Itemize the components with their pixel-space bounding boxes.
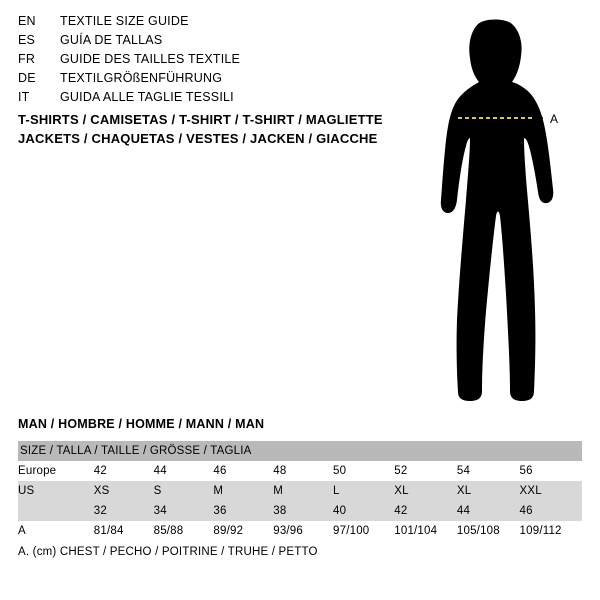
table-row — [18, 501, 582, 521]
cell: 109/112 — [520, 521, 582, 541]
cell: 93/96 — [273, 521, 333, 541]
cell: 36 — [213, 501, 273, 521]
cell: 48 — [273, 461, 333, 481]
table-header-label: SIZE / TALLA / TAILLE / GRÖSSE / TAGLIA — [20, 445, 252, 457]
cell: 42 — [394, 501, 457, 521]
table-header-row — [18, 441, 582, 461]
category-jackets: JACKETS / CHAQUETAS / VESTES / JACKEN / GIACCHE — [18, 131, 378, 146]
language-code: IT — [18, 90, 30, 104]
table-title: MAN / HOMBRE / HOMME / MANN / MAN — [18, 417, 265, 431]
cell: 32 — [94, 501, 154, 521]
male-silhouette-icon — [400, 10, 590, 405]
cell: 34 — [154, 501, 214, 521]
language-list — [18, 14, 398, 109]
category-tshirts: T-SHIRTS / CAMISETAS / T-SHIRT / T-SHIRT / MAGLIETTE — [18, 112, 383, 127]
cell: 97/100 — [333, 521, 394, 541]
cell: S — [154, 481, 214, 501]
cell: XXL — [520, 481, 582, 501]
language-text: TEXTILE SIZE GUIDE — [60, 14, 189, 28]
cell: 38 — [273, 501, 333, 521]
cell: 42 — [94, 461, 154, 481]
row-label: US — [18, 481, 94, 501]
language-text: GUÍA DE TALLAS — [60, 33, 163, 47]
language-row — [18, 71, 398, 90]
language-code: FR — [18, 52, 36, 66]
language-row — [18, 14, 398, 33]
cell: L — [333, 481, 394, 501]
cell: 54 — [457, 461, 520, 481]
cell: 56 — [520, 461, 582, 481]
cell: 85/88 — [154, 521, 214, 541]
cell: M — [273, 481, 333, 501]
cell: 50 — [333, 461, 394, 481]
cell: M — [213, 481, 273, 501]
category-headings — [18, 110, 383, 148]
language-row — [18, 33, 398, 52]
chest-measure-label: A — [550, 112, 559, 126]
cell: 44 — [457, 501, 520, 521]
cell: 105/108 — [457, 521, 520, 541]
language-row — [18, 52, 398, 71]
cell: 81/84 — [94, 521, 154, 541]
cell: 40 — [333, 501, 394, 521]
body-figure — [400, 10, 590, 405]
row-label: A — [18, 521, 94, 541]
language-row — [18, 90, 398, 109]
language-code: EN — [18, 14, 36, 28]
cell: XL — [394, 481, 457, 501]
language-text: GUIDA ALLE TAGLIE TESSILI — [60, 90, 234, 104]
language-text: GUIDE DES TAILLES TEXTILE — [60, 52, 241, 66]
size-table — [18, 441, 582, 541]
table-row — [18, 461, 582, 481]
cell: 44 — [154, 461, 214, 481]
cell: XS — [94, 481, 154, 501]
cell: 46 — [213, 461, 273, 481]
language-text: TEXTILGRÖßENFÜHRUNG — [60, 71, 223, 85]
table-row — [18, 521, 582, 541]
cell: 52 — [394, 461, 457, 481]
table-row — [18, 481, 582, 501]
language-code: DE — [18, 71, 36, 85]
cell: XL — [457, 481, 520, 501]
language-code: ES — [18, 33, 36, 47]
chest-footnote: A. (cm) CHEST / PECHO / POITRINE / TRUHE / PETTO — [18, 546, 318, 558]
cell: 46 — [520, 501, 582, 521]
row-label — [18, 501, 94, 521]
cell: 101/104 — [394, 521, 457, 541]
row-label: Europe — [18, 461, 94, 481]
cell: 89/92 — [213, 521, 273, 541]
